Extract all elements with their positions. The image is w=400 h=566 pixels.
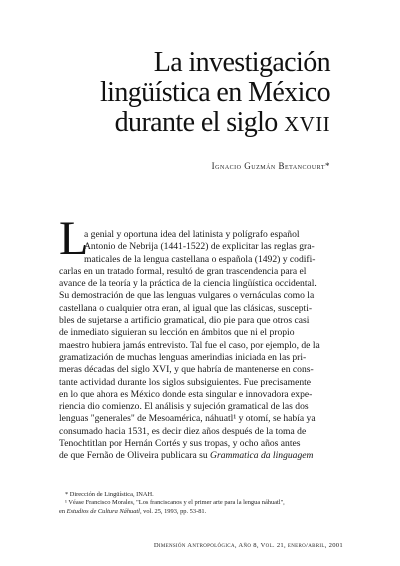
footnote-1-suffix: , vol. 25, 1993, pp. 53-81. <box>139 507 207 515</box>
footnote-1: ¹ Véase Francisco Morales, "Los franciscanos y el primer arte para la lengua náhuatl", <box>65 499 285 507</box>
title-line-1: La investigación <box>153 47 330 78</box>
article-title <box>100 48 330 139</box>
body-paragraph <box>59 229 342 463</box>
title-century: XVII <box>284 112 330 136</box>
body-line: carlas en un tratado formal, resultó de gran trascendencia para el <box>59 265 307 277</box>
title-line-2: lingüística en México <box>99 77 330 108</box>
body-line: Tenochtitlan por Hernán Cortés y sus tropas, y ocho años antes <box>59 438 301 450</box>
footnote-affiliation: * Dirección de Lingüística, INAH. <box>65 491 154 498</box>
footnote-1-prefix: en <box>59 507 67 515</box>
body-line: gramatización de muchas lenguas amerindias iniciada en las pri- <box>59 351 307 363</box>
body-line: maticales de la lengua castellana o española (1492) y codifi- <box>84 253 316 265</box>
body-line: castellana o cualquier otra eran, al igual que las clásicas, suscepti- <box>59 302 313 314</box>
body-line-last-text: de que Fernão de Oliveira publicara su <box>59 450 211 462</box>
footnotes <box>59 491 342 516</box>
body-line: bles de sujetarse a artificio gramatical, dio pie para que otros casi <box>59 315 310 327</box>
running-footer: Dimensión Antropológica, Año 8, Vol. 21, enero/abril, 2001 <box>153 542 343 549</box>
body-line: maestro hubiera jamás entrevisto. Tal fue el caso, por ejemplo, de la <box>59 339 320 351</box>
title-line-3 <box>100 108 330 139</box>
body-line: consumado hacia 1531, es decir diez años después de la toma de <box>59 425 307 437</box>
journal-title-italic: Estudios de Cultura Náhuatl <box>66 507 140 515</box>
body-line: de inmediato siguieran su lección en ámbitos que ni el propio <box>59 327 295 339</box>
author-byline: Ignacio Guzmán Betancourt* <box>211 161 330 171</box>
body-line: lenguas "generales" de Mesoamérica, náhuatl¹ y otomí, se había ya <box>59 413 316 425</box>
body-line: riencia dio comienzo. El análisis y sujeción gramatical de las dos <box>59 401 309 413</box>
body-line-last <box>59 450 342 462</box>
body-line: tante actividad durante los siglos subsiguientes. Fue precisamente <box>59 376 312 388</box>
title-line-3-main: durante el siglo <box>114 107 285 138</box>
body-line: Antonio de Nebrija (1441-1522) de explicitar las reglas gra- <box>84 241 315 253</box>
body-line: avance de la teoría y la práctica de la ciencia lingüística occidental. <box>59 278 317 290</box>
body-line: Su demostración de que las lenguas vulgares o vernáculas como la <box>59 290 315 302</box>
footnote-1-cont <box>59 508 342 516</box>
drop-cap: L <box>59 212 89 265</box>
body-line: a genial y oportuna idea del latinista y polígrafo español <box>84 229 300 240</box>
book-title-italic: Grammatica da linguagem <box>210 450 314 462</box>
body-line: en lo que ahora es México donde esta singular e innovadora expe- <box>59 388 313 400</box>
body-line: meras décadas del siglo XVI, y que habría de mantenerse en cons- <box>59 364 314 376</box>
